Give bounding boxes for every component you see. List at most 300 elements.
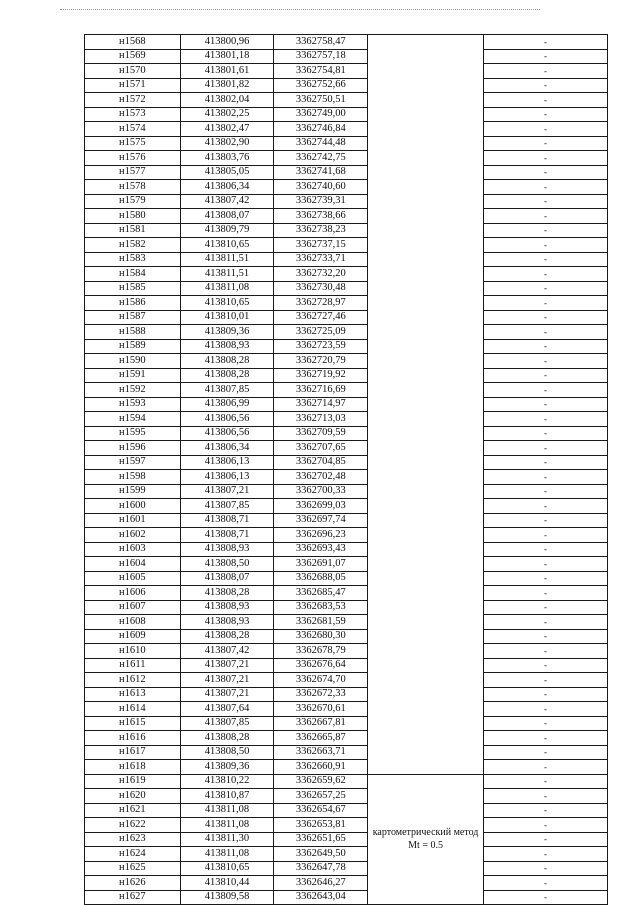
y-coordinate-cell: 3362740,60 [274, 180, 368, 195]
x-coordinate-cell: 413811,51 [180, 267, 274, 282]
note-cell: - [484, 470, 608, 485]
point-id-cell: н1593 [85, 397, 181, 412]
y-coordinate-cell: 3362739,31 [274, 194, 368, 209]
y-coordinate-cell: 3362651,65 [274, 832, 368, 847]
table-row [85, 209, 608, 224]
note-cell: - [484, 354, 608, 369]
point-id-cell: н1613 [85, 687, 181, 702]
y-coordinate-cell: 3362733,71 [274, 252, 368, 267]
table-row [85, 600, 608, 615]
table-row [85, 470, 608, 485]
y-coordinate-cell: 3362663,71 [274, 745, 368, 760]
point-id-cell: н1614 [85, 702, 181, 717]
table-row [85, 760, 608, 775]
point-id-cell: н1587 [85, 310, 181, 325]
x-coordinate-cell: 413809,36 [180, 325, 274, 340]
point-id-cell: н1581 [85, 223, 181, 238]
y-coordinate-cell: 3362654,67 [274, 803, 368, 818]
method-cell-empty [368, 35, 484, 775]
x-coordinate-cell: 413807,85 [180, 383, 274, 398]
note-cell: - [484, 716, 608, 731]
point-id-cell: н1607 [85, 600, 181, 615]
table-row [85, 542, 608, 557]
y-coordinate-cell: 3362691,07 [274, 557, 368, 572]
table-row [85, 412, 608, 427]
table-row [85, 832, 608, 847]
note-cell: - [484, 557, 608, 572]
x-coordinate-cell: 413811,08 [180, 818, 274, 833]
x-coordinate-cell: 413802,47 [180, 122, 274, 137]
x-coordinate-cell: 413808,07 [180, 571, 274, 586]
point-id-cell: н1619 [85, 774, 181, 789]
note-cell: - [484, 629, 608, 644]
x-coordinate-cell: 413806,56 [180, 412, 274, 427]
table-row [85, 876, 608, 891]
table-row [85, 339, 608, 354]
y-coordinate-cell: 3362681,59 [274, 615, 368, 630]
point-id-cell: н1600 [85, 499, 181, 514]
note-cell: - [484, 789, 608, 804]
y-coordinate-cell: 3362713,03 [274, 412, 368, 427]
x-coordinate-cell: 413808,28 [180, 629, 274, 644]
table-row [85, 687, 608, 702]
y-coordinate-cell: 3362709,59 [274, 426, 368, 441]
coordinates-table-body [85, 35, 608, 905]
x-coordinate-cell: 413806,56 [180, 426, 274, 441]
table-row [85, 368, 608, 383]
table-row [85, 397, 608, 412]
note-cell: - [484, 64, 608, 79]
x-coordinate-cell: 413808,28 [180, 368, 274, 383]
table-row [85, 180, 608, 195]
table-row [85, 789, 608, 804]
point-id-cell: н1590 [85, 354, 181, 369]
note-cell: - [484, 107, 608, 122]
point-id-cell: н1570 [85, 64, 181, 79]
y-coordinate-cell: 3362657,25 [274, 789, 368, 804]
x-coordinate-cell: 413808,93 [180, 615, 274, 630]
note-cell: - [484, 223, 608, 238]
point-id-cell: н1626 [85, 876, 181, 891]
note-cell: - [484, 151, 608, 166]
note-cell: - [484, 818, 608, 833]
point-id-cell: н1571 [85, 78, 181, 93]
y-coordinate-cell: 3362643,04 [274, 890, 368, 905]
x-coordinate-cell: 413806,34 [180, 180, 274, 195]
note-cell: - [484, 876, 608, 891]
y-coordinate-cell: 3362757,18 [274, 49, 368, 64]
x-coordinate-cell: 413808,50 [180, 557, 274, 572]
note-cell: - [484, 426, 608, 441]
point-id-cell: н1569 [85, 49, 181, 64]
y-coordinate-cell: 3362672,33 [274, 687, 368, 702]
y-coordinate-cell: 3362725,09 [274, 325, 368, 340]
y-coordinate-cell: 3362699,03 [274, 499, 368, 514]
x-coordinate-cell: 413807,42 [180, 644, 274, 659]
table-row [85, 122, 608, 137]
table-row [85, 354, 608, 369]
y-coordinate-cell: 3362746,84 [274, 122, 368, 137]
y-coordinate-cell: 3362744,48 [274, 136, 368, 151]
x-coordinate-cell: 413805,05 [180, 165, 274, 180]
point-id-cell: н1610 [85, 644, 181, 659]
point-id-cell: н1599 [85, 484, 181, 499]
note-cell: - [484, 499, 608, 514]
x-coordinate-cell: 413810,65 [180, 861, 274, 876]
y-coordinate-cell: 3362750,51 [274, 93, 368, 108]
point-id-cell: н1620 [85, 789, 181, 804]
point-id-cell: н1578 [85, 180, 181, 195]
point-id-cell: н1594 [85, 412, 181, 427]
x-coordinate-cell: 413808,28 [180, 586, 274, 601]
table-row [85, 136, 608, 151]
point-id-cell: н1612 [85, 673, 181, 688]
point-id-cell: н1591 [85, 368, 181, 383]
point-id-cell: н1592 [85, 383, 181, 398]
y-coordinate-cell: 3362752,66 [274, 78, 368, 93]
y-coordinate-cell: 3362678,79 [274, 644, 368, 659]
point-id-cell: н1579 [85, 194, 181, 209]
point-id-cell: н1624 [85, 847, 181, 862]
note-cell: - [484, 49, 608, 64]
point-id-cell: н1574 [85, 122, 181, 137]
y-coordinate-cell: 3362707,65 [274, 441, 368, 456]
point-id-cell: н1584 [85, 267, 181, 282]
table-row [85, 658, 608, 673]
x-coordinate-cell: 413801,82 [180, 78, 274, 93]
point-id-cell: н1577 [85, 165, 181, 180]
x-coordinate-cell: 413811,08 [180, 281, 274, 296]
table-row [85, 484, 608, 499]
x-coordinate-cell: 413810,65 [180, 296, 274, 311]
y-coordinate-cell: 3362719,92 [274, 368, 368, 383]
note-cell: - [484, 238, 608, 253]
note-cell: - [484, 412, 608, 427]
note-cell: - [484, 571, 608, 586]
note-cell: - [484, 600, 608, 615]
y-coordinate-cell: 3362749,00 [274, 107, 368, 122]
table-row [85, 383, 608, 398]
point-id-cell: н1568 [85, 35, 181, 50]
table-row [85, 629, 608, 644]
table-row [85, 673, 608, 688]
table-row [85, 165, 608, 180]
x-coordinate-cell: 413809,58 [180, 890, 274, 905]
table-row [85, 731, 608, 746]
table-row [85, 252, 608, 267]
table-row [85, 557, 608, 572]
y-coordinate-cell: 3362730,48 [274, 281, 368, 296]
note-cell: - [484, 325, 608, 340]
note-cell: - [484, 542, 608, 557]
method-cell: картометрический метод Mt = 0.5 [368, 774, 484, 905]
y-coordinate-cell: 3362685,47 [274, 586, 368, 601]
x-coordinate-cell: 413802,90 [180, 136, 274, 151]
note-cell: - [484, 644, 608, 659]
point-id-cell: н1597 [85, 455, 181, 470]
x-coordinate-cell: 413806,13 [180, 455, 274, 470]
point-id-cell: н1595 [85, 426, 181, 441]
x-coordinate-cell: 413801,18 [180, 49, 274, 64]
point-id-cell: н1617 [85, 745, 181, 760]
point-id-cell: н1609 [85, 629, 181, 644]
y-coordinate-cell: 3362674,70 [274, 673, 368, 688]
y-coordinate-cell: 3362727,46 [274, 310, 368, 325]
y-coordinate-cell: 3362723,59 [274, 339, 368, 354]
x-coordinate-cell: 413806,99 [180, 397, 274, 412]
y-coordinate-cell: 3362667,81 [274, 716, 368, 731]
point-id-cell: н1618 [85, 760, 181, 775]
note-cell: - [484, 209, 608, 224]
y-coordinate-cell: 3362665,87 [274, 731, 368, 746]
note-cell: - [484, 731, 608, 746]
note-cell: - [484, 194, 608, 209]
x-coordinate-cell: 413807,42 [180, 194, 274, 209]
x-coordinate-cell: 413810,87 [180, 789, 274, 804]
table-row [85, 49, 608, 64]
table-row [85, 644, 608, 659]
x-coordinate-cell: 413810,65 [180, 238, 274, 253]
x-coordinate-cell: 413808,28 [180, 354, 274, 369]
table-row [85, 745, 608, 760]
y-coordinate-cell: 3362646,27 [274, 876, 368, 891]
y-coordinate-cell: 3362704,85 [274, 455, 368, 470]
note-cell: - [484, 803, 608, 818]
table-row [85, 513, 608, 528]
note-cell: - [484, 745, 608, 760]
x-coordinate-cell: 413808,50 [180, 745, 274, 760]
note-cell: - [484, 310, 608, 325]
note-cell: - [484, 513, 608, 528]
point-id-cell: н1589 [85, 339, 181, 354]
x-coordinate-cell: 413811,51 [180, 252, 274, 267]
table-row [85, 615, 608, 630]
x-coordinate-cell: 413808,71 [180, 513, 274, 528]
x-coordinate-cell: 413808,93 [180, 600, 274, 615]
x-coordinate-cell: 413807,21 [180, 687, 274, 702]
point-id-cell: н1601 [85, 513, 181, 528]
point-id-cell: н1598 [85, 470, 181, 485]
table-row [85, 64, 608, 79]
x-coordinate-cell: 413808,71 [180, 528, 274, 543]
point-id-cell: н1582 [85, 238, 181, 253]
y-coordinate-cell: 3362700,33 [274, 484, 368, 499]
x-coordinate-cell: 413808,93 [180, 542, 274, 557]
point-id-cell: н1605 [85, 571, 181, 586]
x-coordinate-cell: 413811,08 [180, 847, 274, 862]
y-coordinate-cell: 3362649,50 [274, 847, 368, 862]
x-coordinate-cell: 413803,76 [180, 151, 274, 166]
x-coordinate-cell: 413811,08 [180, 803, 274, 818]
note-cell: - [484, 397, 608, 412]
point-id-cell: н1602 [85, 528, 181, 543]
note-cell: - [484, 455, 608, 470]
y-coordinate-cell: 3362688,05 [274, 571, 368, 586]
x-coordinate-cell: 413809,79 [180, 223, 274, 238]
point-id-cell: н1573 [85, 107, 181, 122]
table-row [85, 223, 608, 238]
point-id-cell: н1603 [85, 542, 181, 557]
y-coordinate-cell: 3362754,81 [274, 64, 368, 79]
note-cell: - [484, 528, 608, 543]
y-coordinate-cell: 3362720,79 [274, 354, 368, 369]
note-cell: - [484, 180, 608, 195]
x-coordinate-cell: 413807,64 [180, 702, 274, 717]
table-row [85, 267, 608, 282]
note-cell: - [484, 339, 608, 354]
table-row [85, 861, 608, 876]
table-row [85, 499, 608, 514]
y-coordinate-cell: 3362742,75 [274, 151, 368, 166]
x-coordinate-cell: 413810,01 [180, 310, 274, 325]
note-cell: - [484, 35, 608, 50]
note-cell: - [484, 890, 608, 905]
y-coordinate-cell: 3362738,23 [274, 223, 368, 238]
x-coordinate-cell: 413807,21 [180, 673, 274, 688]
note-cell: - [484, 847, 608, 862]
point-id-cell: н1588 [85, 325, 181, 340]
point-id-cell: н1572 [85, 93, 181, 108]
y-coordinate-cell: 3362728,97 [274, 296, 368, 311]
note-cell: - [484, 687, 608, 702]
note-cell: - [484, 281, 608, 296]
point-id-cell: н1622 [85, 818, 181, 833]
x-coordinate-cell: 413808,93 [180, 339, 274, 354]
note-cell: - [484, 702, 608, 717]
point-id-cell: н1586 [85, 296, 181, 311]
y-coordinate-cell: 3362680,30 [274, 629, 368, 644]
point-id-cell: н1615 [85, 716, 181, 731]
table-row [85, 107, 608, 122]
x-coordinate-cell: 413800,96 [180, 35, 274, 50]
x-coordinate-cell: 413802,04 [180, 93, 274, 108]
point-id-cell: н1608 [85, 615, 181, 630]
table-row [85, 325, 608, 340]
point-id-cell: н1596 [85, 441, 181, 456]
note-cell: - [484, 165, 608, 180]
x-coordinate-cell: 413801,61 [180, 64, 274, 79]
x-coordinate-cell: 413807,21 [180, 658, 274, 673]
y-coordinate-cell: 3362737,15 [274, 238, 368, 253]
x-coordinate-cell: 413806,34 [180, 441, 274, 456]
y-coordinate-cell: 3362714,97 [274, 397, 368, 412]
table-row [85, 93, 608, 108]
table-row [85, 35, 608, 50]
table-row [85, 803, 608, 818]
table-row [85, 528, 608, 543]
x-coordinate-cell: 413808,07 [180, 209, 274, 224]
table-row [85, 455, 608, 470]
y-coordinate-cell: 3362741,68 [274, 165, 368, 180]
y-coordinate-cell: 3362697,74 [274, 513, 368, 528]
note-cell: - [484, 122, 608, 137]
note-cell: - [484, 383, 608, 398]
table-row [85, 194, 608, 209]
point-id-cell: н1575 [85, 136, 181, 151]
note-cell: - [484, 136, 608, 151]
coordinates-table [84, 34, 608, 905]
x-coordinate-cell: 413807,85 [180, 716, 274, 731]
table-row [85, 238, 608, 253]
point-id-cell: н1621 [85, 803, 181, 818]
y-coordinate-cell: 3362676,64 [274, 658, 368, 673]
x-coordinate-cell: 413807,85 [180, 499, 274, 514]
y-coordinate-cell: 3362660,91 [274, 760, 368, 775]
table-row [85, 702, 608, 717]
note-cell: - [484, 78, 608, 93]
y-coordinate-cell: 3362670,61 [274, 702, 368, 717]
note-cell: - [484, 615, 608, 630]
note-cell: - [484, 832, 608, 847]
table-row [85, 890, 608, 905]
point-id-cell: н1623 [85, 832, 181, 847]
x-coordinate-cell: 413809,36 [180, 760, 274, 775]
note-cell: - [484, 267, 608, 282]
table-row [85, 151, 608, 166]
point-id-cell: н1585 [85, 281, 181, 296]
table-row [85, 586, 608, 601]
note-cell: - [484, 252, 608, 267]
y-coordinate-cell: 3362738,66 [274, 209, 368, 224]
table-row [85, 571, 608, 586]
note-cell: - [484, 441, 608, 456]
note-cell: - [484, 673, 608, 688]
x-coordinate-cell: 413808,28 [180, 731, 274, 746]
point-id-cell: н1583 [85, 252, 181, 267]
note-cell: - [484, 296, 608, 311]
point-id-cell: н1580 [85, 209, 181, 224]
table-row [85, 310, 608, 325]
table-row [85, 441, 608, 456]
y-coordinate-cell: 3362693,43 [274, 542, 368, 557]
note-cell: - [484, 774, 608, 789]
table-row [85, 426, 608, 441]
x-coordinate-cell: 413811,30 [180, 832, 274, 847]
note-cell: - [484, 93, 608, 108]
table-row [85, 78, 608, 93]
point-id-cell: н1611 [85, 658, 181, 673]
table-row [85, 847, 608, 862]
point-id-cell: н1606 [85, 586, 181, 601]
point-id-cell: н1576 [85, 151, 181, 166]
point-id-cell: н1625 [85, 861, 181, 876]
y-coordinate-cell: 3362758,47 [274, 35, 368, 50]
table-row [85, 296, 608, 311]
x-coordinate-cell: 413810,44 [180, 876, 274, 891]
y-coordinate-cell: 3362659,62 [274, 774, 368, 789]
note-cell: - [484, 586, 608, 601]
note-cell: - [484, 760, 608, 775]
y-coordinate-cell: 3362716,69 [274, 383, 368, 398]
note-cell: - [484, 484, 608, 499]
note-cell: - [484, 368, 608, 383]
note-cell: - [484, 658, 608, 673]
x-coordinate-cell: 413806,13 [180, 470, 274, 485]
x-coordinate-cell: 413807,21 [180, 484, 274, 499]
y-coordinate-cell: 3362732,20 [274, 267, 368, 282]
point-id-cell: н1604 [85, 557, 181, 572]
y-coordinate-cell: 3362683,53 [274, 600, 368, 615]
table-row [85, 774, 608, 789]
point-id-cell: н1616 [85, 731, 181, 746]
y-coordinate-cell: 3362702,48 [274, 470, 368, 485]
x-coordinate-cell: 413802,25 [180, 107, 274, 122]
y-coordinate-cell: 3362696,23 [274, 528, 368, 543]
table-row [85, 716, 608, 731]
x-coordinate-cell: 413810,22 [180, 774, 274, 789]
y-coordinate-cell: 3362647,78 [274, 861, 368, 876]
note-cell: - [484, 861, 608, 876]
